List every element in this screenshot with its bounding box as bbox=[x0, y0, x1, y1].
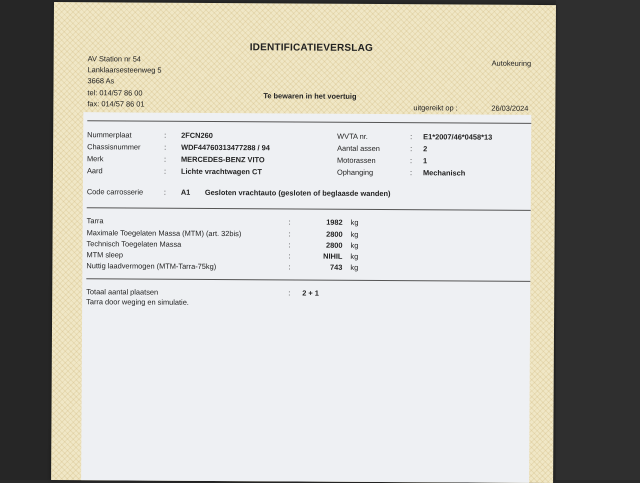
carrosserie-value: Gesloten vrachtauto (gesloten of beglaasde wanden) bbox=[204, 187, 391, 199]
colon: : bbox=[288, 251, 291, 261]
nuttig-value: 743 bbox=[330, 262, 343, 272]
identification-document bbox=[51, 2, 556, 483]
station-name: AV Station nr 54 bbox=[87, 54, 141, 64]
colon: : bbox=[410, 132, 413, 142]
nummerplaat-label: Nummerplaat bbox=[87, 130, 132, 140]
issued-label: uitgereikt op : bbox=[413, 103, 458, 113]
address-street: Lanklaarsesteenweg 5 bbox=[87, 65, 162, 75]
ophanging-value: Mechanisch bbox=[422, 168, 466, 178]
motorassen-value: 1 bbox=[423, 156, 428, 166]
aard-value: Lichte vrachtwagen CT bbox=[180, 166, 262, 177]
wvta-value: E1*2007/46*0458*13 bbox=[423, 132, 493, 142]
colon: : bbox=[164, 142, 167, 152]
mtm-label: Maximale Toegelaten Massa (MTM) (art. 32bis) bbox=[86, 228, 242, 239]
tarra-label: Tarra bbox=[86, 216, 104, 226]
colon: : bbox=[164, 130, 167, 140]
colon: : bbox=[409, 168, 413, 178]
colon: : bbox=[410, 144, 413, 154]
colon: : bbox=[163, 187, 166, 197]
wvta-label: WVTA nr. bbox=[337, 131, 368, 141]
tarra-value: 1982 bbox=[326, 217, 343, 227]
carrosserie-label: Code carrosserie bbox=[86, 187, 144, 197]
chassis-value: WDF44760313477288 / 94 bbox=[181, 142, 270, 153]
nuttig-label: Nuttig laadvermogen (MTM-Tarra-75kg) bbox=[86, 261, 217, 271]
assen-value: 2 bbox=[423, 144, 428, 154]
colon: : bbox=[288, 217, 291, 227]
fax-number: fax: 014/57 86 01 bbox=[87, 99, 145, 109]
issued-date: 26/03/2024 bbox=[491, 103, 529, 113]
chassis-label: Chassisnummer bbox=[87, 142, 141, 152]
ttm-unit: kg bbox=[350, 240, 359, 250]
right-header-label: Autokeuring bbox=[491, 58, 532, 68]
mtm-value: 2800 bbox=[326, 229, 343, 239]
document-title: IDENTIFICATIEVERSLAG bbox=[249, 42, 374, 54]
motorassen-label: Motorassen bbox=[337, 155, 376, 165]
tarra-unit: kg bbox=[350, 217, 359, 227]
background-left bbox=[0, 0, 58, 480]
keep-in-vehicle-notice: Te bewaren in het voertuig bbox=[263, 91, 357, 101]
tarra-note: Tarra door weging en simulatie. bbox=[86, 297, 189, 307]
nuttig-unit: kg bbox=[350, 262, 359, 272]
colon: : bbox=[288, 262, 291, 272]
seats-value: 2 + 1 bbox=[302, 288, 319, 298]
colon: : bbox=[163, 166, 167, 176]
ttm-label: Technisch Toegelaten Massa bbox=[86, 239, 182, 249]
colon: : bbox=[410, 156, 413, 166]
carrosserie-code: A1 bbox=[180, 187, 191, 197]
merk-value: MERCEDES-BENZ VITO bbox=[181, 154, 265, 165]
aard-label: Aard bbox=[86, 166, 103, 176]
address-city: 3668 As bbox=[87, 76, 115, 86]
background-right bbox=[556, 0, 640, 480]
sleep-unit: kg bbox=[350, 251, 359, 261]
mtm-unit: kg bbox=[350, 229, 359, 239]
seats-label: Totaal aantal plaatsen bbox=[86, 287, 159, 297]
colon: : bbox=[164, 154, 167, 164]
phone-number: tel: 014/57 86 00 bbox=[87, 88, 143, 98]
nummerplaat-value: 2FCN260 bbox=[181, 130, 213, 140]
assen-label: Aantal assen bbox=[337, 143, 380, 153]
colon: : bbox=[288, 288, 291, 298]
ttm-value: 2800 bbox=[326, 240, 343, 250]
sleep-label: MTM sleep bbox=[86, 250, 124, 260]
sleep-value: NIHIL bbox=[323, 251, 343, 261]
colon: : bbox=[288, 240, 291, 250]
colon: : bbox=[288, 229, 291, 239]
merk-label: Merk bbox=[87, 154, 104, 164]
ophanging-label: Ophanging bbox=[336, 167, 374, 177]
